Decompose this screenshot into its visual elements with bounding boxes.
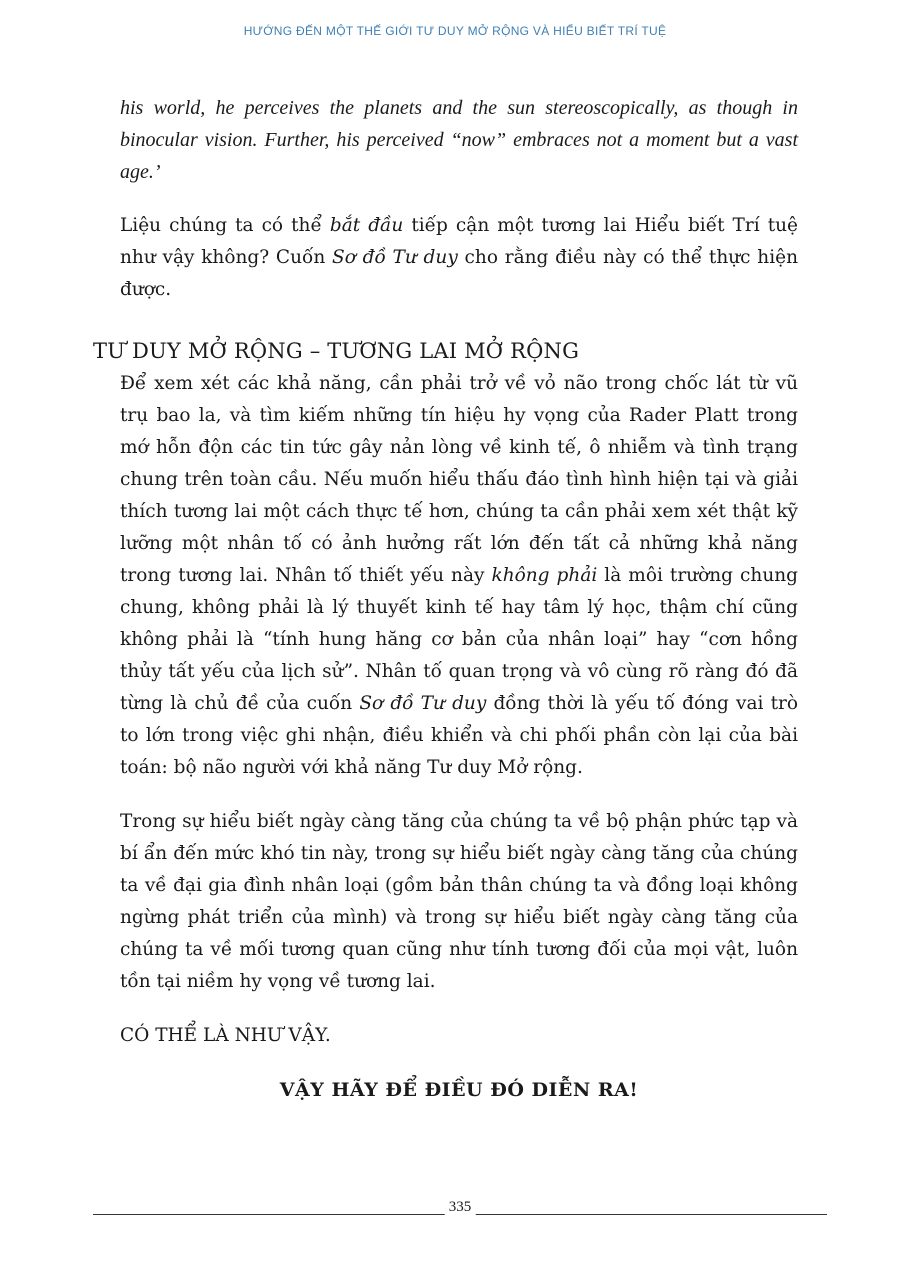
quote-paragraph: his world, he perceives the planets and the sun stereoscopically, as though in binocular vision. Further, his perceived “now” embraces not a moment but a vast age.’: [120, 97, 798, 183]
closing-line: VẬY HÃY ĐỂ ĐIỀU ĐÓ DIỄN RA!: [279, 1079, 639, 1101]
paragraph1-emphasis: không phải: [491, 565, 598, 586]
intro-paragraph: [120, 210, 798, 306]
section-heading: TƯ DUY MỞ RỘNG – TƯƠNG LAI MỞ RỘNG: [93, 339, 580, 363]
page-footer: [93, 1197, 827, 1221]
page-body: [93, 92, 799, 1106]
intro-book-title: Sơ đồ Tư duy: [332, 247, 458, 268]
page-number: 335: [445, 1197, 476, 1217]
spacer: [120, 306, 798, 334]
body-paragraph-2: Trong sự hiểu biết ngày càng tăng của chúng ta về bộ phận phức tạp và bí ẩn đến mức khó tin này, trong sự hiểu biết ngày càng tăng của chúng ta về đại gia đình nhân loại (gồm bản thân chúng ta và đồng loại không ngừng phát triển của mình) và trong sự hiểu biết ngày càng tăng của chúng ta về mối tương quan cũng như tính tương đối của mọi vật, luôn tồn tại niềm hy vọng về tương lai.: [120, 811, 798, 992]
body-paragraph-1: [120, 368, 798, 784]
intro-text-3: cho rằng điều này có thể thực hiện được.: [120, 247, 799, 300]
spacer: [120, 784, 798, 806]
spacer: [120, 998, 798, 1020]
running-header: HƯỚNG ĐẾN MỘT THẾ GIỚI TƯ DUY MỞ RỘNG VÀ HIỂU BIẾT TRÍ TUỆ: [243, 24, 667, 38]
paragraph1-text-2: là môi trường chung chung, không phải là lý thuyết kinh tế hay tâm lý học, thậm chí cũng không phải là “tính hung hăng cơ bản của nhân loại” hay “cơn hồng thủy tất yếu của lịch sử”. Nhân tố quan trọng và vô cùng rõ ràng đó đã từng là chủ đề của cuốn: [120, 565, 798, 714]
statement-line: CÓ THỂ LÀ NHƯ VẬY.: [120, 1025, 331, 1046]
paragraph1-book-title: Sơ đồ Tư duy: [359, 693, 487, 714]
paragraph1-text-3: đồng thời là yếu tố đóng vai trò to lớn trong việc ghi nhận, điều khiển và chi phối phần còn lại của bài toán: bộ não người với khả năng Tư duy Mở rộng.: [120, 693, 799, 778]
spacer: [120, 1052, 798, 1074]
paragraph1-text-1: Để xem xét các khả năng, cần phải trở về vỏ não trong chốc lát từ vũ trụ bao la, và tìm kiếm những tín hiệu hy vọng của Rader Platt trong mớ hỗn độn các tin tức gây nản lòng về kinh tế, ô nhiễm và tình trạng chung trên toàn cầu. Nếu muốn hiểu thấu đáo tình hình hiện tại và giải thích tương lai một cách thực tế hơn, chúng ta cần phải xem xét thật kỹ lưỡng một nhân tố có ảnh hưởng rất lớn đến tất cả những khả năng trong tương lai. Nhân tố thiết yếu này: [120, 373, 798, 586]
intro-emphasis-1: bắt đầu: [329, 215, 404, 236]
spacer: [120, 188, 798, 210]
intro-text-1: Liệu chúng ta có thể: [120, 215, 330, 236]
intro-text-2: tiếp cận một tương lai Hiểu biết Trí tuệ như vậy không? Cuốn: [120, 215, 798, 268]
